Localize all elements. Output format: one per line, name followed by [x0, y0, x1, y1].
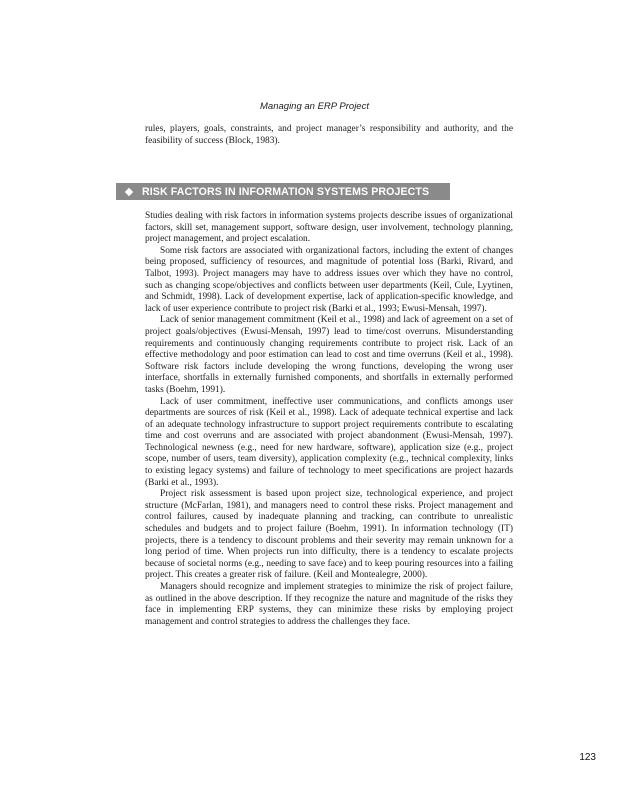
- diamond-bullet-icon: [125, 187, 133, 195]
- paragraph-4: Lack of user commitment, ineffective user communications, and conflicts amongs user departments are sources of risk (Keil et al., 1998). Lack of adequate technical expertise and lack of an adequate technology infrastructure to support project requirements contribute to escalating time and cost overruns and are associated with project abandonment (Ewusi-Mensah, 1997). Technological newness (e.g., need for new hardware, software), application size (e.g., project scope, number of users, team diversity), application complexity (e.g., technical complexity, links to existing legacy systems) and failure of technology to meet specifications are project hazards (Barki et al., 1993).: [145, 396, 513, 488]
- page-number: 123: [579, 752, 596, 763]
- paragraph-5: Project risk assessment is based upon project size, technological experience, and project structure (McFarlan, 1981), and managers need to control these risks. Project management and control failures, caused by inadequate planning and tracking, can contribute to unrealistic schedules and budgets and to project failure (Boehm, 1991). In information technology (IT) projects, there is a tendency to discount problems and their severity may remain unknown for a long period of time. When projects run into difficulty, there is a tendency to escalate projects because of societal norms (e.g., needing to save face) and to keep pouring resources into a failing project. This creates a greater risk of failure. (Keil and Montealegre, 2000).: [145, 489, 513, 581]
- section-banner: [116, 183, 450, 200]
- running-header: Managing an ERP Project: [260, 101, 369, 112]
- section-body: [145, 211, 513, 628]
- intro-paragraph: rules, players, goals, constraints, and project manager’s responsibility and authority, and the feasibility of success (Block, 1983).: [145, 124, 513, 146]
- section-title: RISK FACTORS IN INFORMATION SYSTEMS PROJECTS: [142, 185, 430, 198]
- paragraph-2: Some risk factors are associated with organizational factors, including the extent of changes being proposed, sufficiency of resources, and magnitude of potential loss (Barki, Rivard, and Talbot, 1993). Project managers may have to address issues over which they have no control, such as changing scope/objectives and conflicts between user departments (Keil, Cule, Lyytinen, and Schmidt, 1998). Lack of development expertise, lack of application-specific knowledge, and lack of user experience contribute to project risk (Barki et al., 1993; Ewusi-Mensah, 1997).: [145, 245, 513, 314]
- paragraph-6: Managers should recognize and implement strategies to minimize the risk of project failure, as outlined in the above description. If they recognize the nature and magnitude of the risks they face in implementing ERP systems, they can minimize these risks by employing project management and control strategies to address the challenges they face.: [145, 582, 513, 627]
- paragraph-1: Studies dealing with risk factors in information systems projects describe issues of organizational factors, skill set, management support, software design, user involvement, technology planning, project management, and project escalation.: [145, 211, 513, 245]
- paragraph-3: Lack of senior management commitment (Keil et al., 1998) and lack of agreement on a set of project goals/objectives (Ewusi-Mensah, 1997) lead to time/cost overruns. Misunderstanding requirements and continuously changing requirements contribute to project risk. Lack of an effective methodology and poor estimation can lead to cost and time overruns (Keil et al., 1998). Software risk factors include developing the wrong functions, developing the wrong user interface, shortfalls in externally furnished components, and shortfalls in externally performed tasks (Boehm, 1991).: [145, 315, 513, 395]
